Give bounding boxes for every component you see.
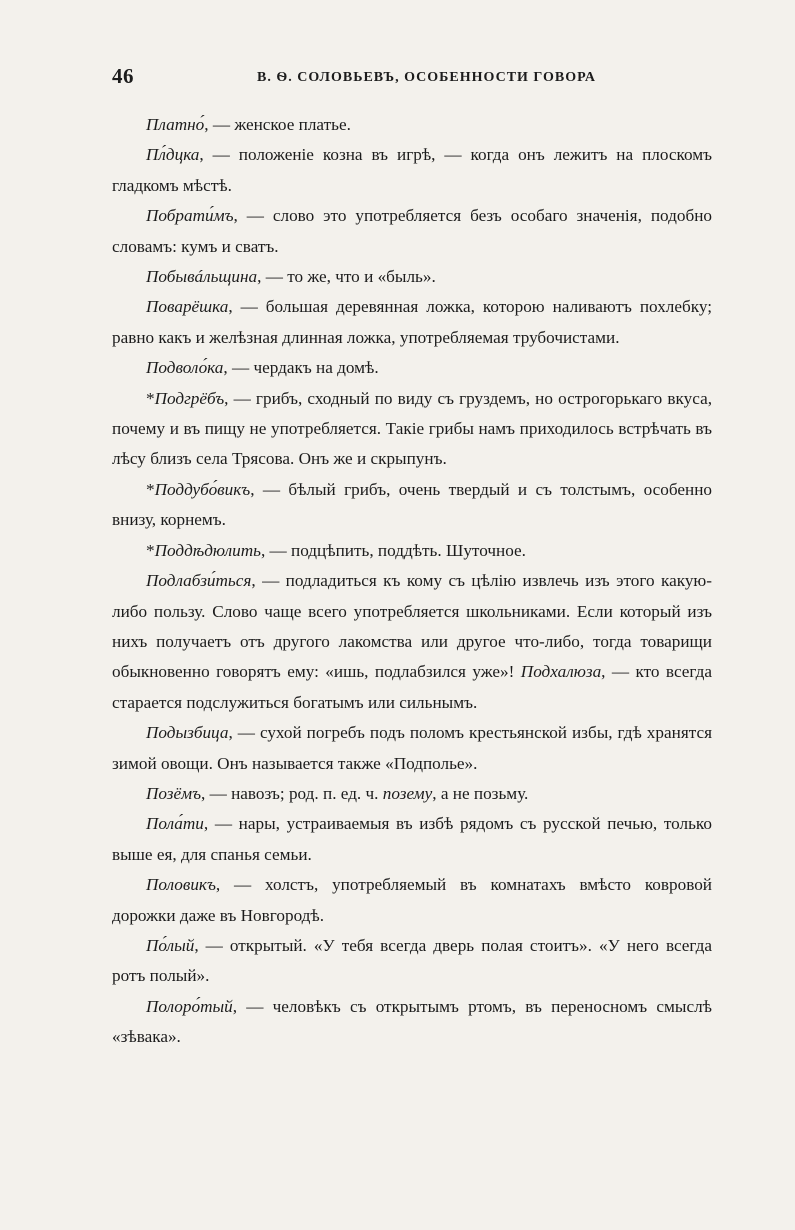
entry-definition: , — человѣкъ съ открытымъ ртомъ, въ переносномъ смыслѣ «зѣвака». — [112, 996, 712, 1047]
running-title: В. Ѳ. СОЛОВЬЕВЪ, ОСОБЕННОСТИ ГОВОРА — [257, 70, 596, 85]
entry-definition: , — то же, что и «быль». — [257, 267, 436, 287]
entry-subdefinition: , а не позьму. — [432, 783, 529, 803]
entry-term: Позёмъ — [146, 783, 202, 803]
dictionary-entry — [112, 353, 712, 383]
entry-mark: * — [146, 479, 155, 499]
entry-term: Побывáльщина — [146, 267, 258, 287]
dictionary-entry — [112, 292, 712, 353]
entry-definition: , — подцѣпить, поддѣть. Шуточное. — [260, 540, 526, 560]
dictionary-entry — [112, 262, 712, 292]
dictionary-entry — [112, 475, 712, 536]
dictionary-entry — [112, 931, 712, 992]
entry-term: Побрати́мъ — [146, 206, 234, 226]
dictionary-entry — [112, 110, 712, 140]
entry-term: Пола́ти — [146, 814, 204, 834]
entry-term: Подгрёбъ — [154, 388, 225, 408]
entry-definition: , — сухой погребъ подъ поломъ крестьянской избы, гдѣ хранятся зимой овощи. Онъ называется также «Подполье». — [112, 723, 712, 773]
entry-definition: , — большая деревянная ложка, которою наливаютъ похлебку; равно какъ и желѣзная длинная ложка, употребляемая трубочистами. — [112, 297, 712, 347]
entry-term: Половикъ — [146, 875, 216, 895]
dictionary-entry — [112, 870, 712, 931]
entry-subterm: Подхалюза — [520, 662, 602, 682]
entry-mark: * — [146, 540, 155, 560]
entry-term: Подлабзи́ться — [146, 571, 252, 591]
entry-definition: , — грибъ, сходный по виду съ груздемъ, но острогорькаго вкуса, почему и въ пищу не употребляется. Такіе грибы намъ приходилось встрѣчать въ лѣсу близъ села Трясова. Онъ же и скрыпунъ. — [112, 388, 712, 469]
entry-term: Пл́дцка — [146, 145, 200, 165]
entry-definition: , — положеніе козна въ игрѣ, — когда онъ лежитъ на плоскомъ гладкомъ мѣстѣ. — [112, 145, 712, 195]
entry-definition: , — женское платье. — [204, 115, 351, 134]
page-number: 46 — [112, 64, 134, 88]
entry-definition: , — чердакъ на домѣ. — [223, 358, 379, 378]
page-header — [112, 64, 722, 94]
entry-term: Платно́ — [146, 115, 205, 134]
dictionary-entry — [112, 992, 712, 1053]
entry-definition: , — открытый. «У тебя всегда дверь полая стоитъ». «У него всегда ротъ полый». — [112, 935, 712, 986]
entry-definition: , — холстъ, употребляемый въ комнатахъ вмѣсто ковровой дорожки даже въ Новгородѣ. — [112, 875, 712, 925]
entry-definition: , — нары, устраиваемыя въ избѣ рядомъ съ русской печью, только выше ея, для спанья семьи. — [112, 814, 712, 864]
dictionary-entry — [112, 718, 712, 779]
entry-term: Подызбица — [146, 723, 229, 743]
dictionary-body — [112, 110, 712, 1053]
entry-definition: , — навозъ; род. п. ед. ч. — [201, 783, 383, 803]
entry-subterm: позему — [382, 783, 433, 803]
entry-subdefinition: , — кто всегда старается подслужиться богатымъ или сильнымъ. — [112, 662, 712, 712]
entry-definition: , — подладиться къ кому съ цѣлію извлечь изъ этого какую-либо пользу. Слово чаще всего употребляется школьниками. Если который изъ нихъ получаетъ отъ другого лакомства или другое что-либо, тогда товарищи обыкновенно говорятъ ему: «ишь, подлабзился уже»! — [112, 571, 712, 682]
entry-term: Полоро́тый — [146, 996, 233, 1016]
entry-term: По́лый — [146, 935, 195, 955]
dictionary-entry — [112, 201, 712, 262]
dictionary-entry — [112, 779, 712, 809]
entry-term: Подволо́ка — [146, 358, 224, 378]
dictionary-entry — [112, 140, 712, 201]
dictionary-entry — [112, 809, 712, 870]
entry-definition: , — бѣлый грибъ, очень твердый и съ толстымъ, особенно внизу, корнемъ. — [112, 479, 712, 530]
entry-mark: * — [146, 388, 155, 408]
entry-term: Поддѣдюлить — [154, 540, 261, 560]
entry-term: Поварёшка — [146, 297, 229, 317]
dictionary-entry — [112, 566, 712, 718]
entry-term: Поддубо́викъ — [154, 479, 251, 499]
dictionary-entry — [112, 536, 712, 566]
entry-definition: , — слово это употребляется безъ особаго значенія, подобно словамъ: кумъ и сватъ. — [112, 206, 712, 256]
dictionary-entry — [112, 384, 712, 475]
